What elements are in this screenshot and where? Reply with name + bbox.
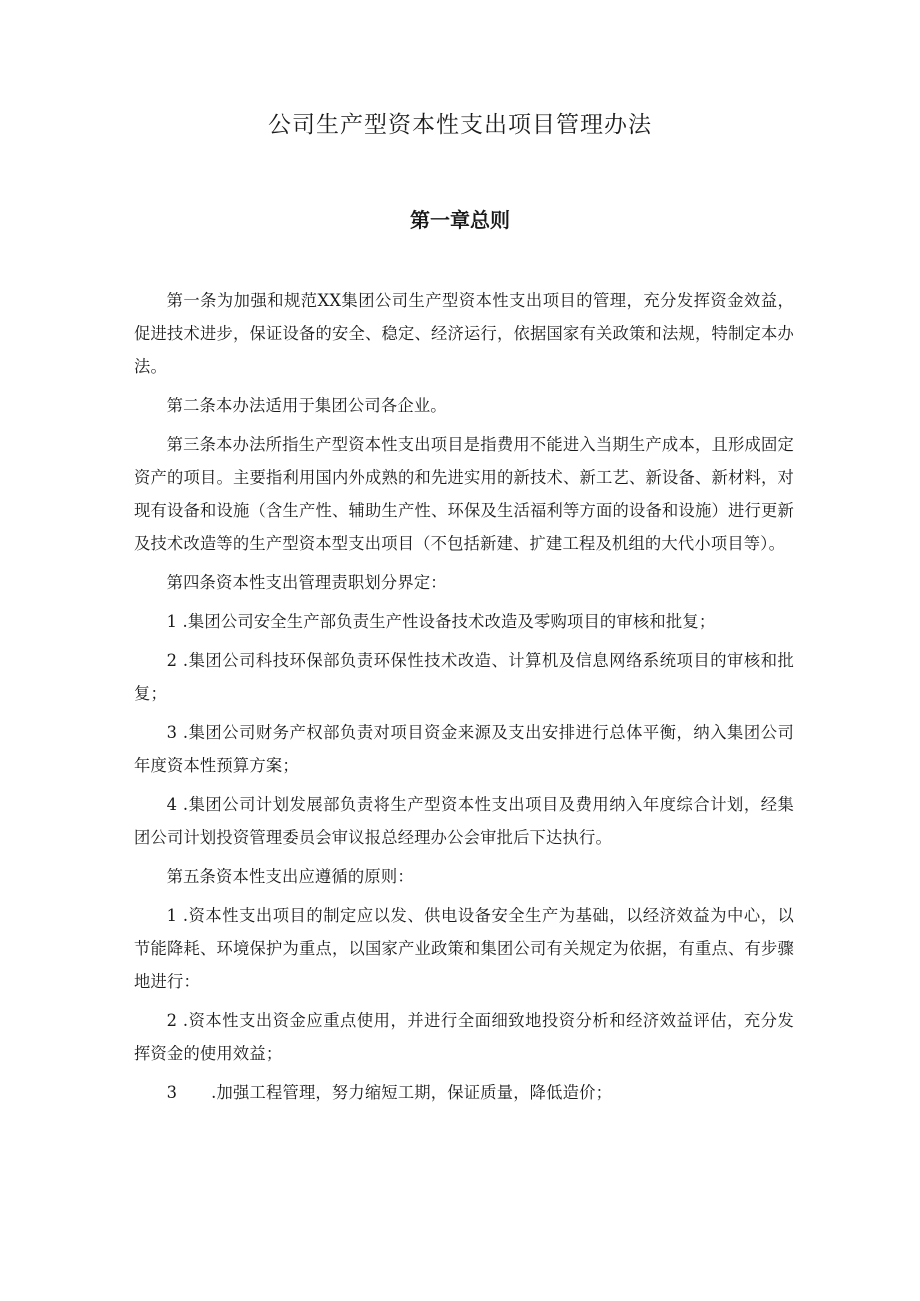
list-item-4-3: 3 .集团公司财务产权部负责对项目资金来源及支出安排进行总体平衡，纳入集团公司年度资本性预算方案； <box>134 723 794 775</box>
list-item-4-4: 4 .集团公司计划发展部负责将生产型资本性支出项目及费用纳入年度综合计划，经集团公司计划投资管理委员会审议报总经理办公会审批后下达执行。 <box>134 795 794 847</box>
paragraph-article-2: 第二条本办法适用于集团公司各企业。 <box>166 396 447 415</box>
paragraph-article-1: 第一条为加强和规范XX集团公司生产型资本性支出项目的管理，充分发挥资金效益，促进技术进步，保证设备的安全、稳定、经济运行，依据国家有关政策和法规，特制定本办法。 <box>134 291 794 376</box>
document-body <box>134 284 794 1115</box>
list-item-4-1: 1 .集团公司安全生产部负责生产性设备技术改造及零购项目的审核和批复； <box>166 612 716 631</box>
paragraph-article-4: 第四条资本性支出管理责职划分界定： <box>166 573 447 592</box>
chapter-title: 第一章总则 <box>410 208 510 232</box>
document-title: 公司生产型资本性支出项目管理办法 <box>268 112 652 138</box>
list-item-5-3 <box>134 1076 794 1109</box>
list-item-5-2: 2 .资本性支出资金应重点使用，并进行全面细致地投资分析和经济效益评估，充分发挥资金的使用效益； <box>134 1011 794 1063</box>
paragraph-article-3: 第三条本办法所指生产型资本性支出项目是指费用不能进入当期生产成本，且形成固定资产的项目。主要指利用国内外成熟的和先进实用的新技术、新工艺、新设备、新材料，对现有设备和设施（含生产性、辅助生产性、环保及生活福利等方面的设备和设施）进行更新及技术改造等的生产型资本型支出项目（不包括新建、扩建工程及机组的大代小项目等）。 <box>134 435 794 553</box>
list-item-5-1: 1 .资本性支出项目的制定应以发、供电设备安全生产为基础，以经济效益为中心，以节能降耗、环境保护为重点，以国家产业政策和集团公司有关规定为依据，有重点、有步骤地进行： <box>134 906 794 991</box>
list-item-5-3-text: .加强工程管理，努力缩短工期，保证质量，降低造价； <box>211 1083 613 1102</box>
list-item-4-2: 2 .集团公司科技环保部负责环保性技术改造、计算机及信息网络系统项目的审核和批复； <box>134 651 794 703</box>
paragraph-article-5: 第五条资本性支出应遵循的原则： <box>166 867 414 886</box>
list-item-5-3-number: 3 <box>166 1083 178 1102</box>
